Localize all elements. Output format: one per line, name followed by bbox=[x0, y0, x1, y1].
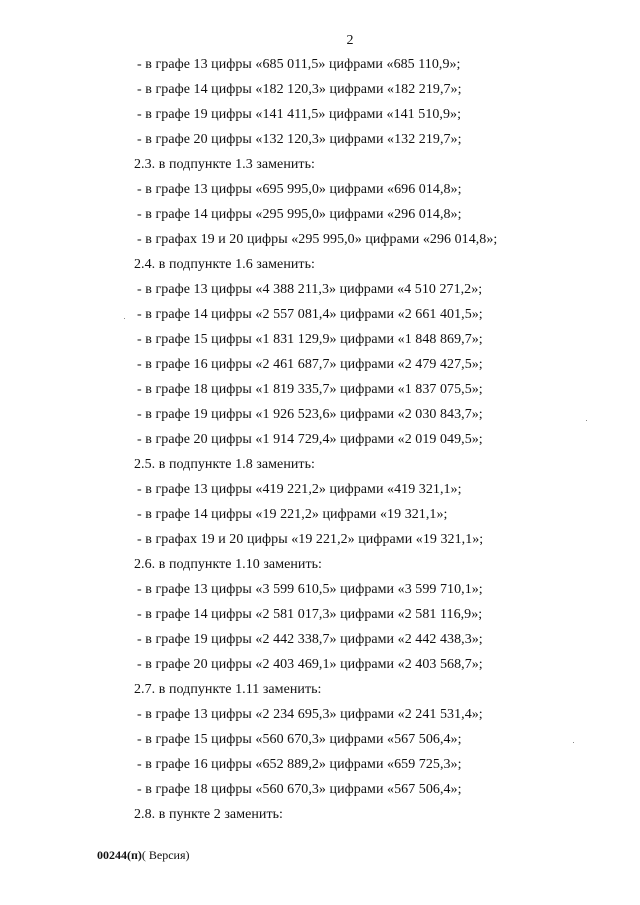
subsection-heading: 2.4. в подпункте 1.6 заменить: bbox=[134, 257, 315, 272]
amendment-item: - в графе 13 цифры «4 388 211,3» цифрами «4 510 271,2»; bbox=[137, 282, 483, 297]
amendment-item: - в графе 19 цифры «141 411,5» цифрами «141 510,9»; bbox=[137, 107, 462, 122]
amendment-list bbox=[0, 52, 640, 827]
amendment-item: - в графе 13 цифры «419 221,2» цифрами «419 321,1»; bbox=[137, 482, 462, 497]
amendment-item: - в графе 14 цифры «295 995,0» цифрами «296 014,8»; bbox=[137, 207, 462, 222]
amendment-item: - в графе 13 цифры «3 599 610,5» цифрами «3 599 710,1»; bbox=[137, 582, 483, 597]
amendment-item: - в графе 19 цифры «1 926 523,6» цифрами «2 030 843,7»; bbox=[137, 407, 483, 422]
subsection-heading: 2.6. в подпункте 1.10 заменить: bbox=[134, 557, 322, 572]
scan-speck bbox=[124, 318, 125, 319]
amendment-item: - в графе 20 цифры «2 403 469,1» цифрами «2 403 568,7»; bbox=[137, 657, 483, 672]
amendment-item: - в графе 13 цифры «695 995,0» цифрами «696 014,8»; bbox=[137, 182, 462, 197]
subsection-heading: 2.8. в пункте 2 заменить: bbox=[134, 807, 283, 822]
amendment-item: - в графах 19 и 20 цифры «19 221,2» цифрами «19 321,1»; bbox=[137, 532, 484, 547]
amendment-item: - в графе 14 цифры «2 557 081,4» цифрами «2 661 401,5»; bbox=[137, 307, 483, 322]
amendment-item: - в графе 16 цифры «2 461 687,7» цифрами «2 479 427,5»; bbox=[137, 357, 483, 372]
amendment-item: - в графе 20 цифры «132 120,3» цифрами «132 219,7»; bbox=[137, 132, 462, 147]
scan-speck bbox=[586, 420, 587, 421]
amendment-item: - в графе 13 цифры «2 234 695,3» цифрами «2 241 531,4»; bbox=[137, 707, 483, 722]
amendment-item: - в графе 13 цифры «685 011,5» цифрами «685 110,9»; bbox=[137, 57, 461, 72]
document-footer bbox=[97, 848, 190, 863]
amendment-item: - в графе 14 цифры «2 581 017,3» цифрами «2 581 116,9»; bbox=[137, 607, 483, 622]
amendment-item: - в графе 18 цифры «1 819 335,7» цифрами «1 837 075,5»; bbox=[137, 382, 483, 397]
amendment-item: - в графе 14 цифры «182 120,3» цифрами «182 219,7»; bbox=[137, 82, 462, 97]
amendment-item: - в графе 19 цифры «2 442 338,7» цифрами «2 442 438,3»; bbox=[137, 632, 483, 647]
amendment-item: - в графе 16 цифры «652 889,2» цифрами «659 725,3»; bbox=[137, 757, 462, 772]
page-number: 2 bbox=[346, 33, 354, 48]
document-code: 00244(п) bbox=[97, 848, 142, 862]
subsection-heading: 2.7. в подпункте 1.11 заменить: bbox=[134, 682, 322, 697]
document-version: ( Версия) bbox=[141, 848, 190, 862]
scan-speck bbox=[573, 742, 574, 743]
subsection-heading: 2.3. в подпункте 1.3 заменить: bbox=[134, 157, 315, 172]
subsection-heading: 2.5. в подпункте 1.8 заменить: bbox=[134, 457, 315, 472]
amendment-item: - в графах 19 и 20 цифры «295 995,0» цифрами «296 014,8»; bbox=[137, 232, 498, 247]
amendment-item: - в графе 18 цифры «560 670,3» цифрами «567 506,4»; bbox=[137, 782, 462, 797]
amendment-item: - в графе 15 цифры «560 670,3» цифрами «567 506,4»; bbox=[137, 732, 462, 747]
amendment-item: - в графе 15 цифры «1 831 129,9» цифрами «1 848 869,7»; bbox=[137, 332, 483, 347]
amendment-item: - в графе 20 цифры «1 914 729,4» цифрами «2 019 049,5»; bbox=[137, 432, 483, 447]
amendment-item: - в графе 14 цифры «19 221,2» цифрами «19 321,1»; bbox=[137, 507, 448, 522]
